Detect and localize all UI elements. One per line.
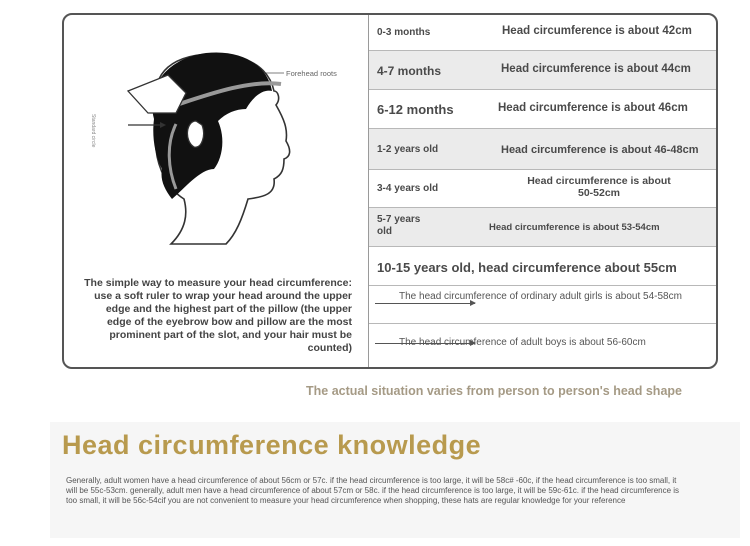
circumference-value: Head circumference is about 46cm — [498, 102, 688, 114]
table-row — [369, 286, 718, 324]
age-row-combined: 10-15 years old, head circumference about 55cm — [377, 260, 677, 275]
table-row — [369, 129, 718, 170]
table-row — [369, 208, 718, 247]
circumference-value: Head circumference is about 42cm — [502, 25, 692, 37]
vertical-label: Standard circle — [90, 114, 96, 148]
size-table — [369, 15, 718, 361]
measure-instructions: The simple way to measure your head circumference: use a soft ruler to wrap your head around the upper edge and the highest part of the pillow (the upper edge of the eyebrow bow and pillow are the most prominent part of the slot, and your hair must be counted) — [84, 277, 352, 354]
forehead-label: Forehead roots — [286, 69, 337, 78]
head-measurement-illustration — [76, 29, 356, 259]
age-label: 3-4 years old — [377, 183, 439, 194]
circumference-value: Head circumference is about 53-54cm — [489, 222, 660, 233]
table-row — [369, 15, 718, 51]
knowledge-section — [50, 422, 740, 538]
age-label: 4-7 months — [377, 64, 442, 78]
circumference-value: Head circumference is about 44cm — [501, 63, 691, 75]
circumference-value: Head circumference is about 46-48cm — [501, 144, 699, 156]
size-chart-card — [62, 13, 718, 369]
adult-girls-text: The head circumference of ordinary adult girls is about 54-58cm — [399, 291, 682, 302]
table-row — [369, 247, 718, 286]
age-label: 5-7 years old — [377, 214, 421, 237]
table-row — [369, 51, 718, 90]
adult-boys-text: The head circumference of adult boys is about 56-60cm — [399, 337, 646, 348]
knowledge-heading: Head circumference knowledge — [62, 430, 482, 460]
head-profile-icon — [76, 29, 356, 259]
arrow-icon — [375, 303, 475, 304]
table-row — [369, 90, 718, 129]
table-row — [369, 324, 718, 361]
disclaimer-note: The actual situation varies from person to person's head shape — [306, 384, 682, 398]
age-label: 1-2 years old — [377, 144, 439, 155]
circumference-value: Head circumference is about 50-52cm — [527, 175, 671, 199]
knowledge-text: Generally, adult women have a head circumference of about 56cm or 57c. if the head circumference is too large, it will be 58c# -60c, if the head circumference is too small, it will be 55c-53cm. generally, adult men have a head circumference of about 57cm or 58c. if the head circumference is too large, it will be 59c-61c. if the head circumference is too small, it will be 56c-54cif you are not convenient to measure your head circumference when shopping, these hats are regular knowledge for your reference — [66, 476, 680, 505]
age-label: 0-3 months — [377, 27, 431, 38]
age-label: 6-12 months — [377, 102, 454, 117]
table-row — [369, 170, 718, 208]
